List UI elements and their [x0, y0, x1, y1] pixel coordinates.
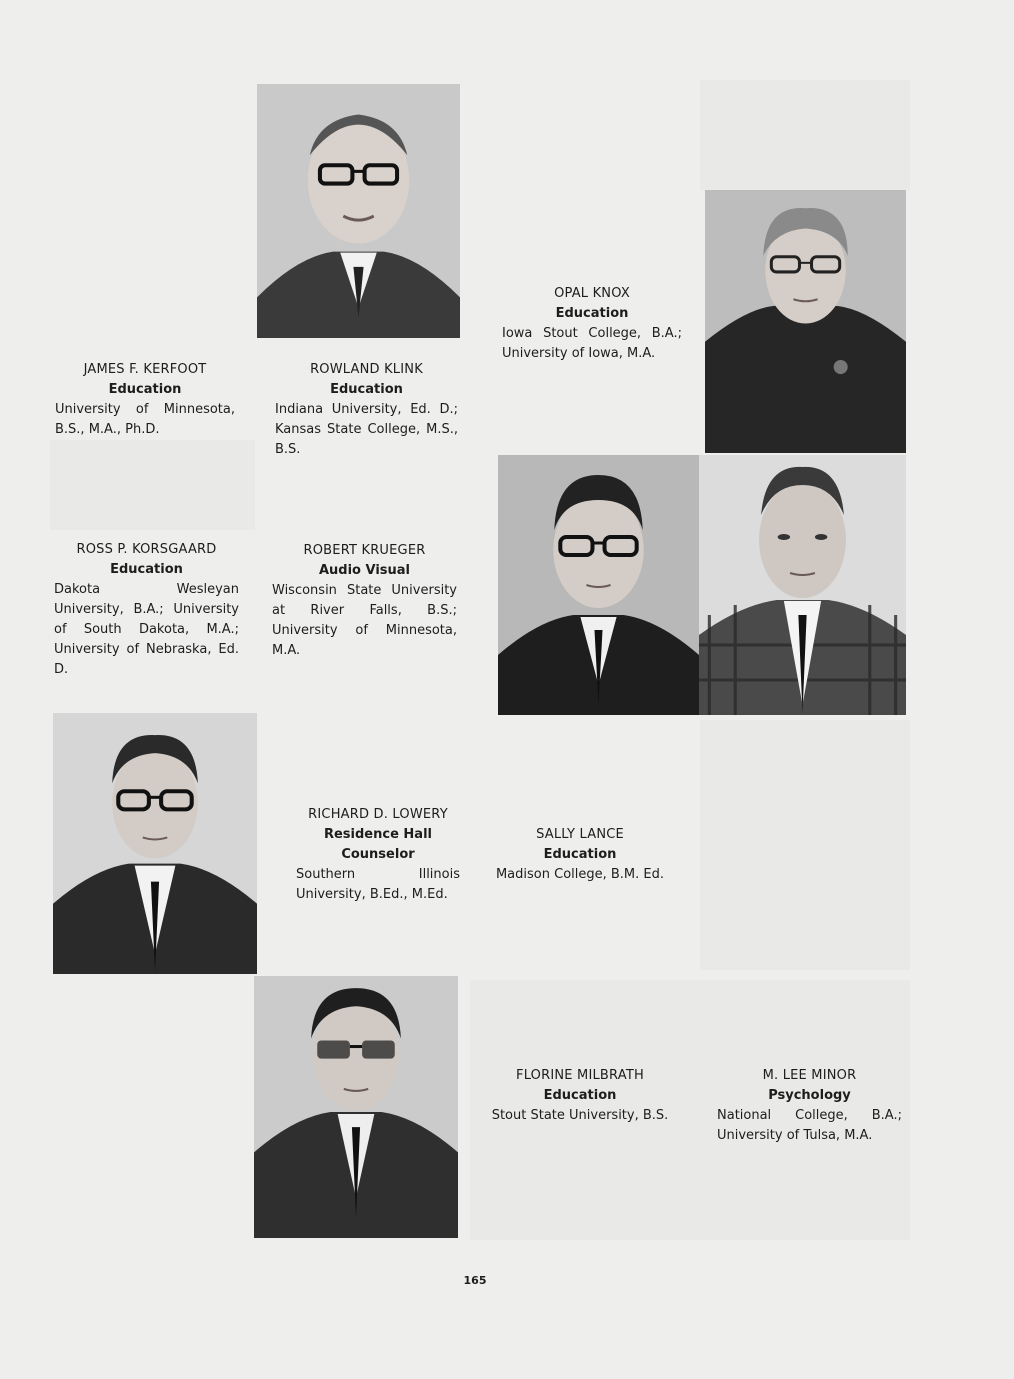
faculty-entry-klink: [275, 360, 458, 460]
faculty-degrees: Wisconsin State University at River Falls, B.S.; University of Minnesota, M.A.: [272, 583, 457, 658]
portrait-figure: [53, 713, 257, 974]
portrait-photo-krueger: [498, 455, 699, 715]
bleed-through-block: [700, 720, 910, 970]
portrait-figure: [699, 455, 906, 715]
faculty-degrees: Iowa Stout College, B.A.; University of Iowa, M.A.: [502, 326, 682, 361]
faculty-department: Residence Hall Counselor: [323, 827, 432, 862]
faculty-department: Education: [543, 847, 617, 862]
faculty-entry-korsgaard: [54, 540, 239, 680]
faculty-entry-minor: [717, 1066, 902, 1146]
faculty-name: M. LEE MINOR: [762, 1068, 857, 1083]
faculty-entry-knox: [502, 284, 682, 364]
portrait-photo-knox: [705, 190, 906, 453]
portrait-photo-milbrath: [254, 976, 458, 1238]
faculty-entry-krueger: [272, 541, 457, 661]
faculty-degrees: National College, B.A.; University of Tulsa, M.A.: [717, 1108, 902, 1143]
faculty-department: Education: [110, 562, 183, 577]
portrait-photo-korsgaard: [699, 455, 906, 715]
faculty-entry-milbrath: [490, 1066, 670, 1126]
portrait-photo-lowery: [53, 713, 257, 974]
portrait-figure: [254, 976, 458, 1238]
faculty-name: ROSS P. KORSGAARD: [76, 542, 217, 557]
faculty-degrees: Stout State University, B.S.: [491, 1108, 669, 1123]
faculty-name: JAMES F. KERFOOT: [83, 362, 207, 377]
faculty-entry-lance: [490, 825, 670, 885]
faculty-name: OPAL KNOX: [554, 286, 630, 301]
faculty-entry-lowery: [296, 805, 460, 905]
faculty-name: RICHARD D. LOWERY: [308, 807, 448, 822]
bleed-through-block: [50, 440, 255, 530]
portrait-figure: [705, 190, 906, 453]
faculty-degrees: University of Minnesota, B.S., M.A., Ph.D.: [55, 402, 235, 437]
faculty-name: FLORINE MILBRATH: [516, 1068, 644, 1083]
faculty-name: SALLY LANCE: [536, 827, 624, 842]
faculty-department: Education: [330, 382, 403, 397]
faculty-department: Education: [543, 1088, 617, 1103]
faculty-department: Education: [555, 306, 629, 321]
faculty-degrees: Indiana University, Ed. D.; Kansas State College, M.S., B.S.: [275, 402, 458, 457]
faculty-entry-kerfoot: [55, 360, 235, 440]
page-number: 165: [463, 1274, 487, 1287]
faculty-degrees: Dakota Wesleyan University, B.A.; University of South Dakota, M.A.; University of Nebraska, Ed. D.: [54, 582, 239, 677]
faculty-degrees: Southern Illinois University, B.Ed., M.Ed.: [296, 867, 460, 902]
faculty-department: Education: [108, 382, 182, 397]
portrait-figure: [257, 84, 460, 338]
faculty-department: Psychology: [768, 1088, 851, 1103]
bleed-through-block: [700, 80, 910, 190]
faculty-name: ROBERT KRUEGER: [303, 543, 426, 558]
faculty-degrees: Madison College, B.M. Ed.: [495, 867, 665, 882]
faculty-name: ROWLAND KLINK: [310, 362, 423, 377]
portrait-figure: [498, 455, 699, 715]
faculty-department: Audio Visual: [318, 563, 411, 578]
portrait-photo-klink: [257, 84, 460, 338]
